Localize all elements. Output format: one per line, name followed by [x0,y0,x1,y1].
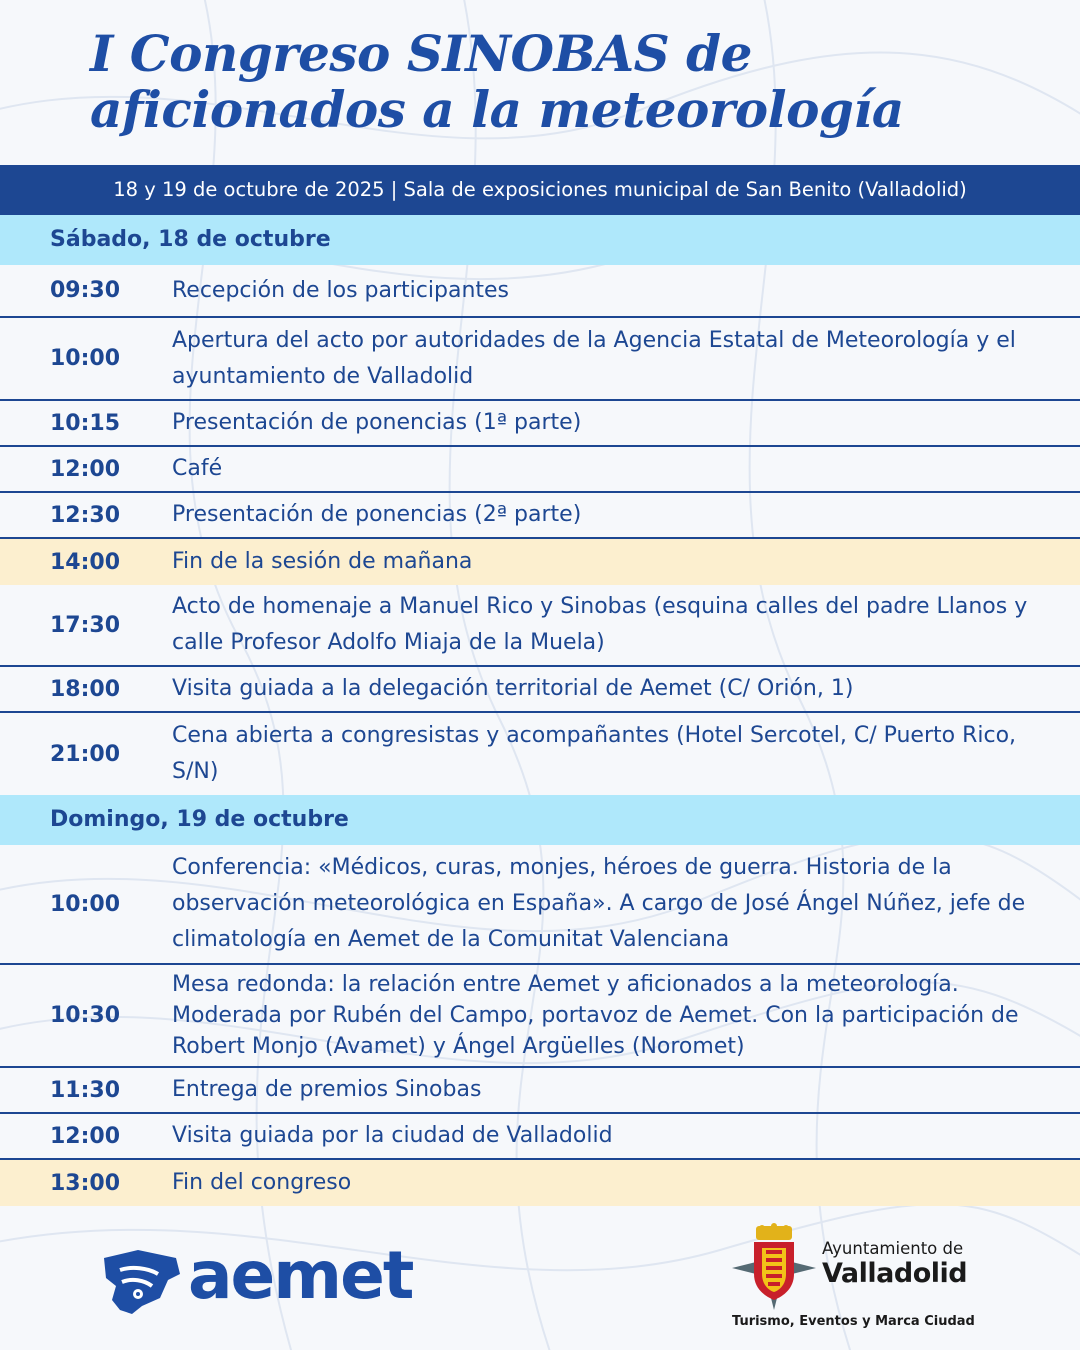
row-time: 14:00 [50,549,121,575]
schedule-row [0,1068,1080,1114]
row-description: Presentación de ponencias (2ª parte) [172,502,582,527]
schedule-row [0,667,1080,713]
valladolid-crest-icon [728,1222,820,1314]
row-description: Acto de homenaje a Manuel Rico y Sinobas (esquina calles del padre Llanos y calle Profesor Adolfo Miaja de la Muela) [172,594,1028,655]
row-description: Mesa redonda: la relación entre Aemet y aficionados a la meteorología. Moderada por Rubén del Campo, portavoz de Aemet. Con la participación de Robert Monjo (Avamet) y Ángel Argüelles (Noromet) [172,972,1019,1059]
schedule-row [0,585,1080,667]
row-time: 12:30 [50,502,121,528]
row-time: 12:00 [50,1123,121,1149]
date-venue-banner: 18 y 19 de octubre de 2025 | Sala de exposiciones municipal de San Benito (Valladolid) [0,165,1080,215]
row-time: 09:30 [50,278,121,303]
valladolid-logo-line1: Ayuntamiento de [822,1239,964,1258]
row-time: 17:30 [50,612,121,638]
row-time: 11:30 [50,1077,121,1103]
schedule-row [0,493,1080,539]
row-description: Presentación de ponencias (1ª parte) [172,410,582,435]
schedule-row [0,845,1080,965]
row-description: Entrega de premios Sinobas [172,1077,482,1102]
aemet-logo-icon [98,1240,188,1320]
row-description: Fin del congreso [172,1170,352,1195]
schedule-row [0,965,1080,1068]
valladolid-logo [728,1222,1028,1342]
row-description: Apertura del acto por autoridades de la Agencia Estatal de Meteorología y el ayuntamiento de Valladolid [172,327,1016,389]
schedule-row [0,1114,1080,1160]
row-description: Visita guiada por la ciudad de Valladolid [172,1123,613,1148]
row-description: Conferencia: «Médicos, curas, monjes, héroes de guerra. Historia de la observación meteorológica en España». A cargo de José Ángel Núñez, jefe de climatología en Aemet de la Comunitat Valenciana [172,855,1026,952]
row-description: Café [172,456,223,481]
schedule-row [0,265,1080,318]
schedule-row [0,447,1080,493]
row-time: 10:30 [50,1003,121,1028]
schedule-row [0,401,1080,447]
schedule-row [0,713,1080,795]
row-description: Cena abierta a congresistas y acompañantes (Hotel Sercotel, C/ Puerto Rico, S/N) [172,723,1017,784]
row-time: 12:00 [50,456,121,482]
page-title: I Congreso SINOBAS de aficionados a la meteorología [90,24,904,139]
row-time: 10:00 [50,346,121,371]
row-description: Fin de la sesión de mañana [172,549,473,574]
row-description: Visita guiada a la delegación territorial de Aemet (C/ Orión, 1) [172,676,854,701]
row-time: 21:00 [50,741,121,767]
day-header-saturday: Sábado, 18 de octubre [0,215,1080,265]
schedule-row [0,318,1080,401]
row-time: 18:00 [50,676,121,702]
row-description: Recepción de los participantes [172,277,510,303]
row-time: 10:15 [50,410,121,436]
row-time: 13:00 [50,1170,121,1196]
valladolid-logo-line2: Valladolid [822,1258,968,1289]
valladolid-logo-subtitle: Turismo, Eventos y Marca Ciudad [732,1314,975,1329]
row-time: 10:00 [50,891,121,917]
day-header-sunday: Domingo, 19 de octubre [0,795,1080,845]
aemet-wordmark: aemet [188,1237,413,1314]
schedule-row-highlighted [0,539,1080,585]
schedule-row-highlighted [0,1160,1080,1206]
